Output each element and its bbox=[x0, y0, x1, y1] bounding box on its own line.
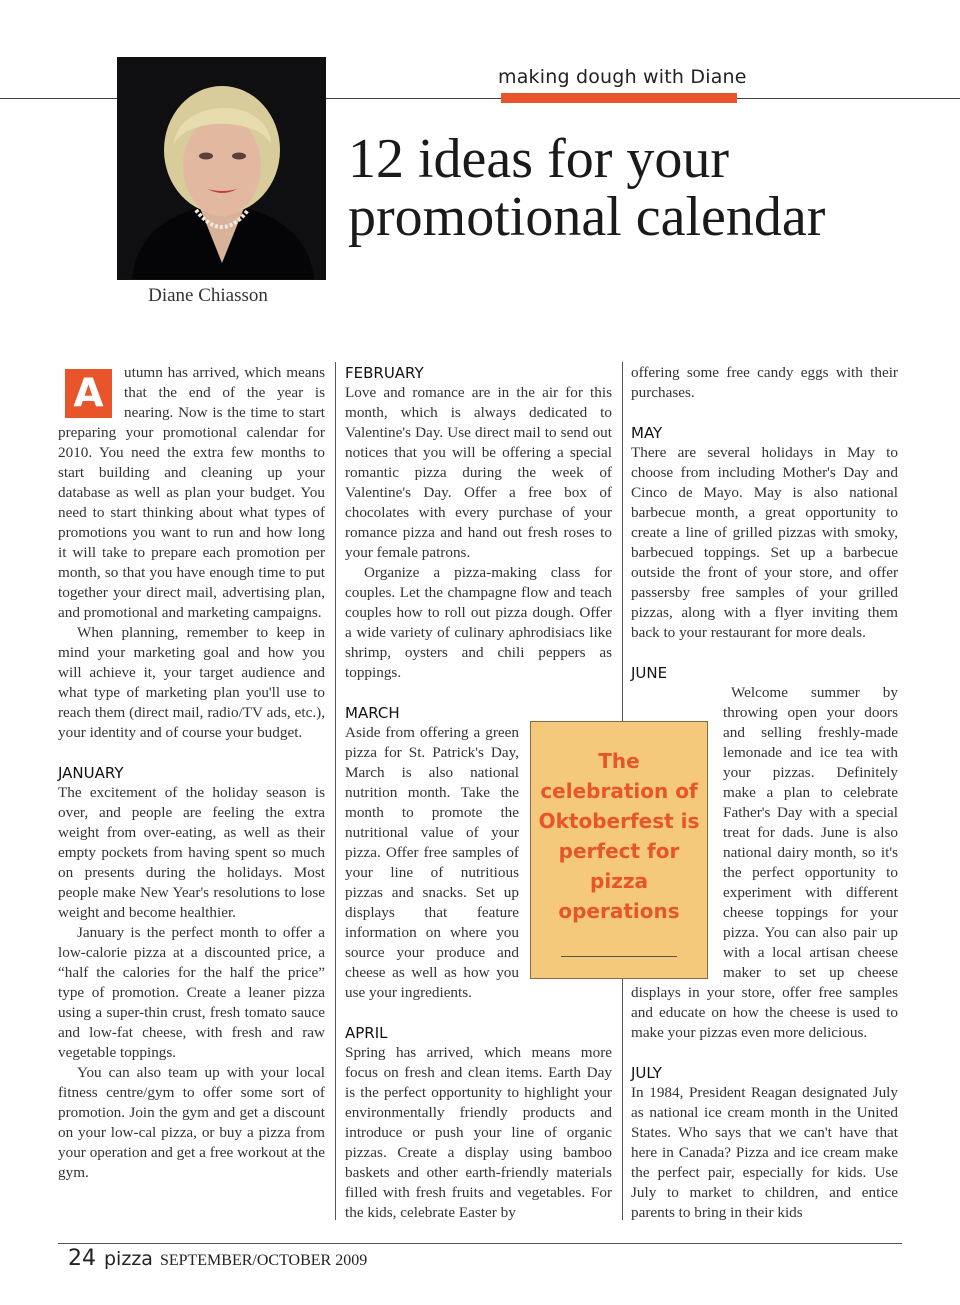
june-heading: JUNE bbox=[631, 664, 668, 682]
column-1 bbox=[58, 363, 325, 1183]
june-paragraph-1: Welcome summer by throwing open your doors and selling freshly-made lemonade and ice tea with your pizzas. Definitely make a plan to celebrate Father's Day with a special treat for dads. June is also national dairy month, so it's the perfect opportunity to experiment with different cheese toppings for your pizza. You can also pair up with a local artisan cheese maker to set up cheese displays in your store, offer free samples and educate on how the cheese is used to make your pizzas even more delicious. bbox=[631, 684, 898, 1041]
title-line-1: 12 ideas for your bbox=[348, 128, 730, 190]
january-heading: JANUARY bbox=[58, 764, 124, 782]
february-paragraph-2: Organize a pizza-making class for couples. Let the champagne flow and teach couples how to roll out pizza dough. Offer a wide variety of culinary aphrodisiacs like shrimp, oysters and chili peppers as toppings. bbox=[345, 564, 612, 681]
march-heading: MARCH bbox=[345, 704, 400, 722]
july-paragraph-1: In 1984, President Reagan designated July as national ice cream month in the United States. Who says that we can't have that here in Canada? Pizza and ice cream make the perfect pair, especially for kids. Use July to market to children, and entice parents to bring in their kids bbox=[631, 1084, 898, 1221]
pull-quote bbox=[530, 721, 708, 979]
pull-quote-text: The celebration of Oktoberfest is perfect for pizza operations bbox=[538, 749, 700, 923]
author-photo bbox=[117, 57, 326, 280]
page-number: 24 bbox=[68, 1246, 96, 1271]
april-continued-paragraph: offering some free candy eggs with their purchases. bbox=[631, 364, 898, 401]
column-divider-1 bbox=[335, 362, 336, 1220]
february-paragraph-1: Love and romance are in the air for this month, which is always dedicated to Valentine's Day. Use direct mail to send out notices that you will be offering a special romantic pizza during the week of Valentine's Day. Offer a free box of chocolates with every purchase of your romance pizza and hand out fresh roses to your female patrons. bbox=[345, 384, 612, 561]
may-paragraph-1: There are several holidays in May to choose from including Mother's Day and Cinco de Mayo. May is also national barbecue month, a great opportunity to create a line of grilled pizzas with smoky, barbecued toppings. Set up a barbecue outside the front of your store, and offer passersby free samples of your grilled pizzas, along with a flyer inviting them back to your restaurant for more deals. bbox=[631, 444, 898, 641]
author-caption: Diane Chiasson bbox=[148, 285, 268, 306]
intro-paragraph-2: When planning, remember to keep in mind your marketing goal and how you will achieve it, your target audience and what type of marketing plan you'll use to reach them (direct mail, radio/TV ads, etc.), your identity and of course your budget. bbox=[58, 624, 325, 741]
may-heading: MAY bbox=[631, 424, 663, 442]
intro-paragraph-1: utumn has arrived, which means that the end of the year is nearing. Now is the time to start preparing your promotional calendar for 2010. You need the extra few months to start building and cleaning up your database as well as plan your budget. You need to start thinking about what types of promotions you want to run and how long it will take to prepare each promotion per month, so that you have enough time to put together your direct mail, advertising plan, and promotional and marketing campaigns. bbox=[58, 364, 325, 621]
magazine-name: pizza bbox=[104, 1248, 153, 1270]
april-heading: APRIL bbox=[345, 1024, 388, 1042]
march-paragraph-1: Aside from offering a green pizza for St. Patrick's Day, March is also national nutrition month. Take the month to promote the nutritional value of your pizza. Offer free samples of your line of nutritious pizzas and snacks. Set up displays that feature information on where you source your produce and cheese as well as how you use your ingredients. bbox=[345, 724, 519, 1001]
article-title bbox=[348, 130, 948, 246]
footer-rule bbox=[58, 1243, 902, 1244]
july-heading: JULY bbox=[631, 1064, 662, 1082]
page-footer bbox=[68, 1246, 367, 1271]
title-line-2: promotional calendar bbox=[348, 186, 826, 248]
february-heading: FEBRUARY bbox=[345, 364, 424, 382]
january-paragraph-3: You can also team up with your local fitness centre/gym to offer some sort of promotion. Join the gym and get a discount on your low-cal pizza, or buy a pizza from your operation and get a free workout at the gym. bbox=[58, 1064, 325, 1181]
april-paragraph-1: Spring has arrived, which means more focus on fresh and clean items. Earth Day is the perfect opportunity to highlight your environmentally friendly products and introduce or push your line of organic pizzas. Create a display using bamboo baskets and other earth-friendly materials filled with fresh fruits and vegetables. For the kids, celebrate Easter by bbox=[345, 1044, 612, 1221]
section-accent-bar bbox=[501, 93, 737, 103]
january-paragraph-2: January is the perfect month to offer a low-calorie pizza at a discounted price, a “half the calories for the half the price” type of promotion. Create a leaner pizza using a super-thin crust, fresh tomato sauce and low-fat cheese, with fresh and raw vegetable toppings. bbox=[58, 924, 325, 1061]
pull-quote-rule bbox=[561, 956, 677, 957]
drop-cap: A bbox=[65, 369, 112, 418]
january-paragraph-1: The excitement of the holiday season is over, and people are feeling the extra weight from over-eating, as well as their empty pockets from having spent so much on presents during the holidays. Most people make New Year's resolutions to lose weight and become healthier. bbox=[58, 784, 325, 921]
section-label: making dough with Diane bbox=[498, 66, 747, 88]
issue-date: SEPTEMBER/OCTOBER 2009 bbox=[159, 1252, 368, 1269]
